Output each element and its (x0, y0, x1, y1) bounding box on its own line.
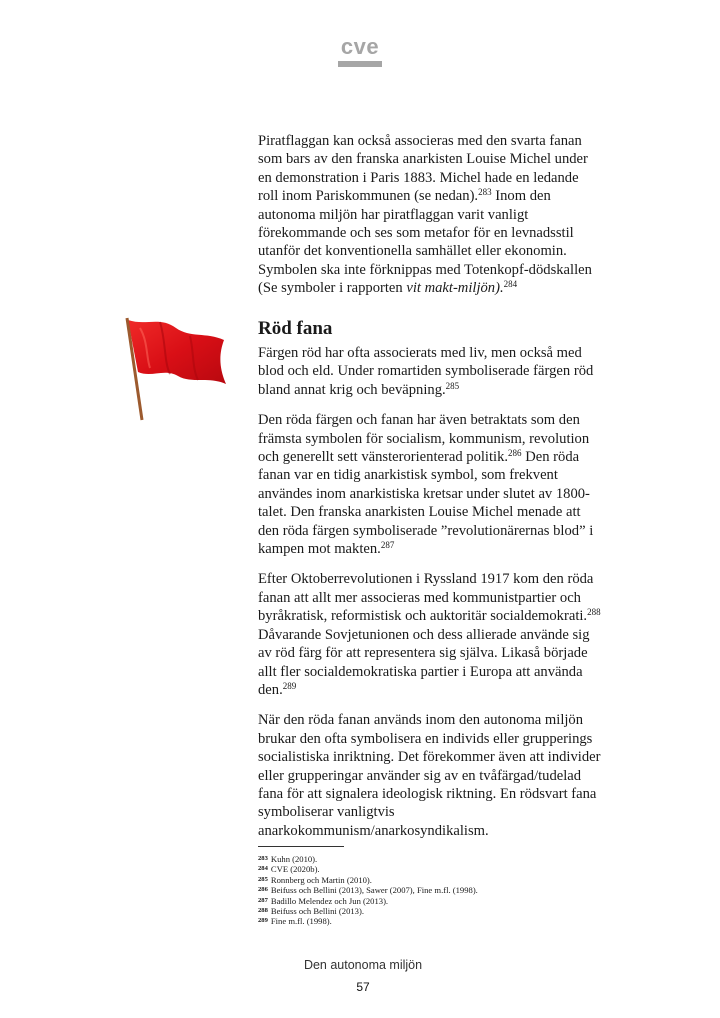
footnote-text: Badillo Melendez och Jun (2013). (270, 895, 389, 906)
p2-text-2: Den röda fanan var en tidig anarkistisk symbol, som frekvent användes inom anarkistiska kretsar under slutet av 1800-talet. Den franska anarkisten Louise Michel menade att den röda färgen symboliserade ”revolutionärernas blod” i kampen mot makten. (258, 449, 594, 558)
footnote-text: Beifuss och Bellini (2013). (270, 906, 364, 917)
intro-text-2: Inom den autonoma miljön har piratflaggan varit vanligt förekommande och ses som metafor för en levnadsstil utanför det konventionella samhället eller ekonomin. Symbolen ska inte förknippas med Totenkopf-dödskallen (Se symboler i rapporten (258, 188, 592, 297)
footnote-286 (258, 885, 602, 895)
p1-text: Färgen röd har ofta associerats med liv, men också med blod och eld. Under romartiden symboliserade färgen röd bland annat krig och beväpning. (258, 345, 594, 398)
paragraph-1 (258, 344, 602, 399)
flag-cloth (128, 320, 226, 384)
footnote-text: CVE (2020b). (270, 864, 320, 875)
page-number: 57 (356, 980, 370, 994)
intro-text (258, 132, 602, 310)
red-flag-illustration (120, 312, 230, 422)
p2-text: Den röda färgen och fanan har även betraktats som den främsta symbolen för socialism, kommunism, revolution och generellt sett vänsterorienterad politik. (258, 412, 590, 466)
footnote-284 (258, 864, 602, 874)
paragraph-2 (258, 411, 602, 558)
footnote-number: 286 (258, 886, 268, 894)
p3-text: Efter Oktoberrevolutionen i Ryssland 1917 kom den röda fanan att allt mer associeras med kommunistpartier och byråkratisk, reformistisk och auktoritär socialdemokrati. (258, 571, 594, 625)
footnote-number: 287 (258, 896, 268, 904)
footnote-text: Beifuss och Bellini (2013), Sawer (2007), Fine m.fl. (1998). (270, 885, 478, 896)
footer-section-title: Den autonoma miljön (303, 958, 423, 972)
footnote-289 (258, 916, 602, 926)
footnote-number: 289 (258, 917, 268, 925)
footnote-number: 283 (258, 855, 268, 862)
footnote-287 (258, 896, 602, 906)
footnote-text: Fine m.fl. (1998). (270, 916, 332, 927)
paragraph-3 (258, 570, 602, 699)
footnote-ref-289[interactable]: 289 (282, 680, 297, 691)
footnote-divider (258, 846, 344, 847)
footnote-ref-283[interactable]: 283 (478, 187, 492, 198)
footnotes (258, 854, 602, 927)
intro-paragraph (258, 132, 602, 298)
cve-logo (0, 36, 720, 67)
footnote-number: 288 (258, 907, 268, 915)
footnote-288 (258, 906, 602, 916)
footnote-number: 285 (258, 875, 268, 883)
footnote-ref-286[interactable]: 286 (508, 448, 522, 459)
footnote-ref-287[interactable]: 287 (380, 540, 395, 551)
intro-text-1: Piratflaggan kan också associeras med den svarta fanan som bars av den franska anarkisten Louise Michel under en demonstration i Paris 1883. Michel hade en ledande roll inom Pariskommunen (se nedan). (258, 133, 588, 205)
intro-italic: vit makt-miljön). (406, 280, 504, 297)
logo-text: cve (340, 34, 380, 59)
footnote-283 (258, 854, 602, 864)
footnote-ref-288[interactable]: 288 (587, 607, 601, 618)
footnote-number: 284 (258, 865, 268, 873)
footnote-285 (258, 875, 602, 885)
section-rod-fana (258, 318, 602, 852)
paragraph-4: När den röda fanan används inom den autonoma miljön brukar den ofta symbolisera en individs eller grupperings socialistiska inriktning. Det förekommer även att individer eller grupperingar använder sig av en tvåfärgad/tudelad fana för att signalera ideologisk riktning. En rödsvart fana symboliserar vanligtvis anarkokommunism/anarkosyndikalism. (258, 712, 601, 839)
section-heading: Röd fana (258, 318, 333, 339)
footnote-ref-284[interactable]: 284 (503, 279, 518, 290)
footnote-text: Kuhn (2010). (270, 854, 318, 864)
logo-underline (338, 61, 382, 67)
footnote-text: Ronnberg och Martin (2010). (270, 874, 372, 885)
p3-text-2: Dåvarande Sovjetunionen och dess allierade använde sig av röd färg för att representera sig själva. Likaså började allt fler socialdemokratiska partier i Europa att använda den. (258, 626, 590, 698)
footnote-ref-285[interactable]: 285 (445, 380, 460, 391)
